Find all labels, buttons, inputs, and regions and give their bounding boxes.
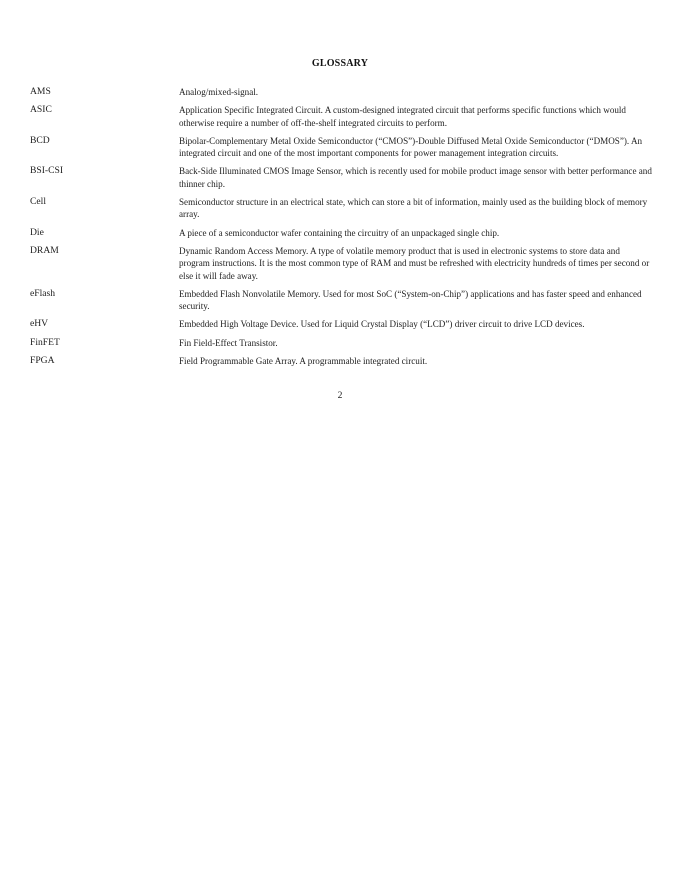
page-title: GLOSSARY <box>311 58 369 69</box>
glossary-entry-cell <box>30 196 652 221</box>
glossary-entry-die <box>30 227 652 239</box>
glossary-entry-ams <box>30 86 652 98</box>
glossary-entry-finfet <box>30 337 652 349</box>
glossary-definition: Bipolar-Complementary Metal Oxide Semiconductor (“CMOS”)-Double Diffused Metal Oxide Semiconductor (“DMOS”). An integrated circuit and one of the most important components for power management integration circuits. <box>179 135 643 159</box>
glossary-definition: Semiconductor structure in an electrical state, which can store a bit of information, mainly used as the building block of memory array. <box>179 197 648 220</box>
glossary-term: ASIC <box>30 104 52 116</box>
glossary-definition: Back-Side Illuminated CMOS Image Sensor, which is recently used for mobile product image sensor with better performance and thinner chip. <box>179 166 652 189</box>
glossary-definition: A piece of a semiconductor wafer containing the circuitry of an unpackaged single chip. <box>179 227 500 238</box>
glossary-term: FPGA <box>30 355 55 367</box>
glossary-entry-asic <box>30 104 652 129</box>
glossary-entry-ehv <box>30 318 652 330</box>
glossary-definition: Application Specific Integrated Circuit. A custom-designed integrated circuit that performs specific functions which would otherwise require a number of off-the-shelf integrated circuits to perform. <box>179 105 626 128</box>
glossary-entry-bcd <box>30 135 652 160</box>
glossary-term: BCD <box>30 134 50 146</box>
glossary-entry-dram <box>30 245 652 282</box>
glossary-list <box>30 86 652 373</box>
page-number: 2 <box>337 390 343 401</box>
glossary-definition: Embedded Flash Nonvolatile Memory. Used for most SoC (“System-on-Chip”) applications and has faster speed and enhanced security. <box>179 288 642 312</box>
glossary-term: Cell <box>30 196 46 208</box>
glossary-term: eFlash <box>30 287 56 299</box>
glossary-entry-bsi-csi <box>30 165 652 190</box>
glossary-term: FinFET <box>30 336 60 348</box>
glossary-term: eHV <box>30 318 49 330</box>
glossary-term: Die <box>30 226 44 238</box>
glossary-definition: Fin Field-Effect Transistor. <box>179 337 278 348</box>
glossary-definition: Analog/mixed-signal. <box>179 87 259 97</box>
glossary-definition: Field Programmable Gate Array. A programmable integrated circuit. <box>179 356 428 367</box>
glossary-entry-eflash <box>30 288 652 313</box>
glossary-term: AMS <box>30 86 51 97</box>
glossary-entry-fpga <box>30 355 652 367</box>
glossary-term: BSI-CSI <box>30 165 64 177</box>
glossary-definition: Embedded High Voltage Device. Used for Liquid Crystal Display (“LCD”) driver circuit to drive LCD devices. <box>179 319 585 330</box>
glossary-term: DRAM <box>30 244 59 256</box>
glossary-definition: Dynamic Random Access Memory. A type of volatile memory product that is used in electronic systems to store data and program instructions. It is the most common type of RAM and must be refreshed with electricity hundreds of times per second or else it will fade away. <box>179 245 650 281</box>
